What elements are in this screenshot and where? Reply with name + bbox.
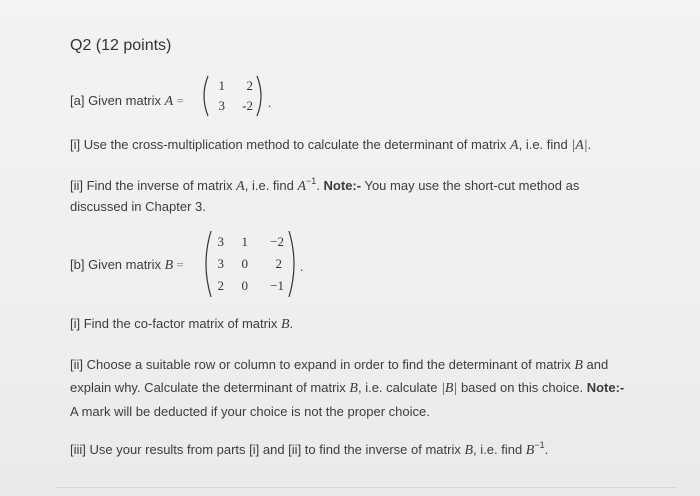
part-b-period: . — [300, 259, 304, 274]
part-a-i-text2: , i.e. find — [518, 137, 572, 152]
part-a-intro — [70, 93, 184, 110]
part-a-ii-line2: discussed in Chapter 3. — [70, 199, 206, 214]
part-b-i-end: . — [289, 316, 294, 331]
matrix-b-symbol: B — [164, 258, 174, 273]
matrix-b-cell-2-1: 3 — [217, 256, 224, 271]
part-a-i — [70, 137, 591, 154]
equals-sign: = — [173, 93, 184, 108]
part-b-iii-sup: −1 — [534, 440, 545, 450]
part-b-i-var: B — [280, 317, 290, 332]
bottom-divider — [56, 487, 676, 488]
part-b-iii-inv: B — [525, 443, 535, 458]
part-b-ii-text2c: based on this choice. — [457, 380, 587, 395]
equals-sign-b: = — [173, 257, 184, 272]
part-a-i-text: [i] Use the cross-multiplication method to calculate the determinant of matrix — [70, 137, 511, 152]
part-b-ii-text1b: and — [582, 357, 609, 372]
matrix-a-cell-1-1: 1 — [218, 78, 225, 93]
part-a-ii-text: [ii] Find the inverse of matrix — [70, 178, 237, 193]
matrix-b-cell-2-3: 2 — [275, 256, 282, 271]
part-b-ii-text2: explain why. Calculate the determinant of matrix — [70, 380, 350, 395]
part-a-period: . — [268, 95, 272, 110]
matrix-b-cell-2-2: 0 — [241, 256, 248, 271]
part-a-intro-text: [a] Given matrix — [70, 93, 165, 108]
part-a-i-end: . — [587, 137, 592, 152]
part-b-iii — [70, 440, 548, 459]
part-b-ii-line3: A mark will be deducted if your choice is not the proper choice. — [70, 404, 430, 419]
part-b-i-text: [i] Find the co-factor matrix of matrix — [70, 316, 281, 331]
part-a-ii-dot: . — [316, 178, 324, 193]
part-a-i-det: |A| — [571, 138, 588, 153]
part-a-ii-sup: −1 — [306, 176, 317, 186]
part-b-iii-text: [iii] Use your results from parts [i] and [ii] to find the inverse of matrix — [70, 442, 465, 457]
part-b-ii-text1: [ii] Choose a suitable row or column to expand in order to find the determinant of matrix — [70, 357, 575, 372]
matrix-b — [200, 228, 300, 300]
matrix-b-cell-1-3: −2 — [270, 234, 284, 249]
part-a-ii-note: Note:- — [323, 178, 362, 193]
part-b-ii-note: Note:- — [586, 380, 625, 395]
part-a-ii-inv: A — [297, 179, 307, 194]
matrix-a — [199, 74, 267, 118]
part-b-iii-text2: , i.e. find — [473, 442, 526, 457]
part-b-ii-var: B — [574, 358, 583, 373]
part-a-ii-line1 — [70, 176, 579, 195]
matrix-b-cell-1-2: 1 — [241, 234, 248, 249]
matrix-b-cell-3-2: 0 — [241, 278, 248, 293]
part-b-intro-text: [b] Given matrix — [70, 257, 165, 272]
part-b-ii-det: |B| — [441, 381, 458, 396]
part-b-i — [70, 316, 293, 333]
matrix-a-cell-2-2: -2 — [242, 98, 253, 113]
part-b-ii-var2: B — [349, 381, 358, 396]
matrix-a-cell-2-1: 3 — [218, 98, 225, 113]
part-a-ii-rest: You may use the short-cut method as — [361, 178, 580, 193]
part-b-ii-text2b: , i.e. calculate — [357, 380, 442, 395]
part-b-iii-var: B — [464, 443, 474, 458]
part-a-i-var: A — [510, 138, 519, 153]
part-a-ii-text2: , i.e. find — [244, 178, 298, 193]
part-b-ii-line1 — [70, 357, 608, 374]
matrix-a-symbol: A — [164, 94, 174, 109]
part-b-iii-end: . — [544, 442, 549, 457]
question-title: Q2 (12 points) — [70, 37, 172, 54]
part-b-intro — [70, 257, 184, 274]
matrix-b-cell-3-1: 2 — [217, 278, 224, 293]
matrix-a-cell-1-2: 2 — [246, 78, 253, 93]
matrix-b-cell-1-1: 3 — [217, 234, 224, 249]
part-a-ii-var: A — [236, 179, 245, 194]
matrix-b-cell-3-3: −1 — [270, 278, 284, 293]
part-b-ii-line2 — [70, 380, 624, 397]
